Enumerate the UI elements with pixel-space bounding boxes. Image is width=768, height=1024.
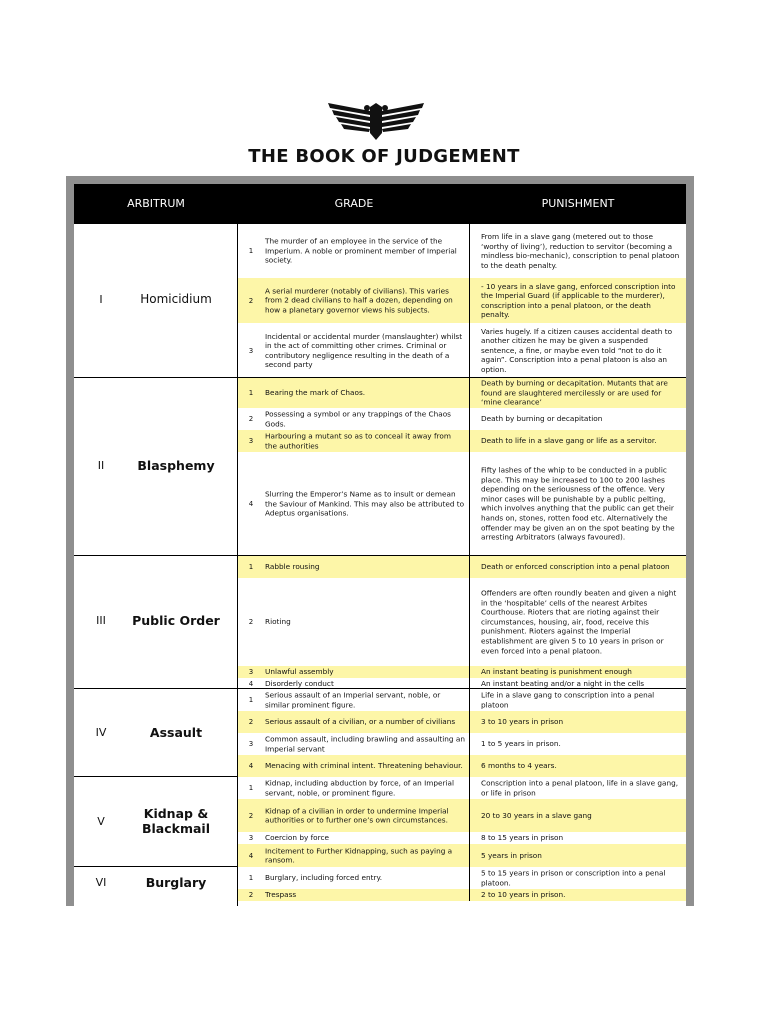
grade-text: Menacing with criminal intent. Threatening behaviour.: [265, 761, 463, 771]
grade-number: 1: [248, 563, 254, 571]
punishment-text: Death or enforced conscription into a penal platoon: [481, 562, 670, 572]
punishment-text: Conscription into a penal platoon, life in a slave gang, or life in prison: [481, 778, 679, 797]
grade-text: Rabble rousing: [265, 562, 320, 572]
grade-text: Disorderly conduct: [265, 678, 334, 688]
punishment-text: An instant beating and/or a night in the cells: [481, 678, 645, 688]
grade-text: Incidental or accidental murder (manslaughter) whilst in the act of committing other crimes. Criminal or contributory negligence resulting in the death of a second party: [265, 331, 463, 370]
grade-text: Common assault, including brawling and assaulting an Imperial servant: [265, 734, 465, 753]
section-title: Blasphemy: [137, 458, 215, 473]
table-body: [74, 184, 686, 906]
grade-number: 4: [248, 851, 254, 860]
punishment-text: 6 months to 4 years.: [481, 761, 557, 771]
section-burglary: [74, 867, 686, 906]
section-numeral: VI: [95, 876, 107, 889]
table-row: [238, 733, 686, 755]
grade-text: Slurring the Emperor’s Name as to insult or demean the Saviour of Mankind. This may also be attributed to Adeptus organisations.: [265, 489, 465, 518]
page-title: THE BOOK OF JUDGEMENT: [248, 146, 520, 167]
punishment-text: An instant beating is punishment enough: [481, 667, 632, 677]
section-numeral: I: [99, 293, 103, 306]
punishment-text: Varies hugely. If a citizen causes accidental death to another citizen he may be given a suspended sentence, a fine, or maybe even told “not to do it again”. Conscription into a penal platoon is also an option.: [481, 326, 673, 374]
grade-text: Rioting: [265, 617, 291, 627]
punishment-text: 1 to 5 years in prison.: [481, 739, 561, 749]
section-title: Kidnap & Blackmail: [142, 806, 210, 836]
grade-number: 3: [248, 668, 254, 676]
table-row: [238, 799, 686, 832]
grade-text: Serious assault of an Imperial servant, noble, or similar prominent figure.: [265, 690, 441, 709]
table-row: [238, 278, 686, 323]
table-row: [238, 689, 686, 711]
section-title: Assault: [149, 725, 203, 740]
section-blasphemy: [74, 378, 686, 556]
punishment-text: - 10 years in a slave gang, enforced conscription into the Imperial Guard (if applicable to the murderer), conscription into a penal platoon, or the death penalty.: [481, 281, 676, 320]
grade-number: 2: [248, 618, 254, 626]
grade-text: Possessing a symbol or any trappings of the Chaos Gods.: [265, 409, 451, 428]
section-public-order: [74, 556, 686, 689]
punishment-text: 3 to 10 years in prison: [481, 717, 564, 727]
grade-number: 4: [248, 500, 254, 508]
section-title: Public Order: [132, 613, 220, 628]
grade-text: Serious assault of a civilian, or a number of civilians: [265, 717, 456, 727]
punishment-text: Death by burning or decapitation: [481, 414, 603, 424]
punishment-text: Fifty lashes of the whip to be conducted in a public place. This may be increased to 100 to 200 lashes depending on the seriousness of the offence. Very minor cases will be punishable by a public pelting, which involves anything that the public can get their hands on, stones, rotten food etc. Alternatively the offender may be given an on the spot beating by the arresting Arbitrators (always favoured).: [481, 465, 675, 542]
table-header: [74, 184, 686, 224]
punishment-text: 8 to 15 years in prison: [481, 833, 564, 843]
grade-text: Coercion by force: [265, 833, 329, 843]
section-numeral: II: [97, 459, 105, 472]
grade-number: 2: [248, 891, 254, 899]
table-row: [238, 755, 686, 777]
imperial-eagle-icon: [326, 99, 426, 141]
punishment-text: Offenders are often roundly beaten and given a night in the ‘hospitable’ cells of the nearest Arbites Courthouse. Rioters that are rioting against their circumstances, housing, air, food, receive this punishment. Rioters against the Imperial establishment are given 5 to 10 years in prison or even forced into a penal platoon.: [481, 588, 677, 655]
table-row: [238, 844, 686, 867]
table-row: [238, 867, 686, 889]
table-row: [238, 408, 686, 430]
table-row: [238, 556, 686, 578]
grade-number: 1: [248, 389, 254, 397]
punishment-text: 5 to 15 years in prison or conscription into a penal platoon.: [481, 868, 666, 887]
table-row: [238, 678, 686, 689]
table-row: [238, 430, 686, 452]
header-arbitrum: ARBITRUM: [127, 197, 185, 210]
grade-number: 4: [248, 679, 254, 688]
punishment-text: From life in a slave gang (metered out to those ‘worthy of living’), reduction to servitor (becoming a mindless bio-mechanic), conscription to penal platoon to the death penalty.: [481, 231, 680, 270]
section-homicidium: [74, 224, 686, 378]
grade-text: Unlawful assembly: [265, 667, 334, 677]
punishment-text: 20 to 30 years in a slave gang: [481, 810, 592, 820]
section-numeral: III: [96, 614, 106, 627]
grade-number: 2: [248, 811, 254, 820]
punishment-text: Life in a slave gang to conscription into a penal platoon: [481, 690, 655, 709]
table-row: [238, 666, 686, 678]
grade-text: The murder of an employee in the service of the Imperium. A noble or prominent member of Imperial society.: [265, 236, 457, 265]
grade-number: 3: [248, 740, 254, 748]
section-title: Homicidium: [140, 292, 212, 306]
grade-text: Kidnap, including abduction by force, of an Imperial servant, noble, or prominent figure.: [265, 778, 454, 797]
punishment-text: 2 to 10 years in prison.: [481, 890, 566, 900]
table-row: [238, 832, 686, 844]
section-numeral: IV: [95, 726, 107, 739]
grade-text: A serial murderer (notably of civilians). This varies from 2 dead civilians to half a dozen, depending on how a planetary governor views his subjects.: [265, 286, 453, 315]
table-row: [238, 224, 686, 278]
grade-number: 2: [248, 415, 254, 423]
section-kidnap-blackmail: [74, 777, 686, 867]
grade-number: 1: [248, 874, 254, 882]
header-punishment: PUNISHMENT: [541, 197, 615, 210]
grade-text: Bearing the mark of Chaos.: [265, 388, 366, 398]
grade-text: Kidnap of a civilian in order to undermine Imperial authorities or to further one’s own circumstances.: [265, 805, 449, 825]
grade-number: 2: [248, 718, 254, 726]
table-row: [238, 711, 686, 733]
grade-number: 1: [248, 696, 254, 704]
section-title: Burglary: [145, 875, 207, 890]
grade-number: 3: [248, 437, 254, 445]
grade-text: Incitement to Further Kidnapping, such as paying a ransom.: [265, 845, 453, 865]
table-row: [238, 777, 686, 799]
grade-number: 2: [248, 296, 254, 305]
grade-number: 1: [248, 247, 254, 255]
punishment-text: Death to life in a slave gang or life as a servitor.: [481, 436, 657, 446]
header-grade: GRADE: [334, 197, 374, 210]
table-row: [238, 452, 686, 556]
table-row: [238, 378, 686, 408]
section-numeral: V: [97, 815, 105, 828]
grade-number: 4: [248, 762, 254, 770]
judgement-table: [66, 176, 694, 906]
grade-text: Trespass: [265, 890, 297, 900]
table-row: [238, 323, 686, 378]
section-assault: [74, 689, 686, 777]
grade-number: 1: [248, 784, 254, 792]
punishment-text: Death by burning or decapitation. Mutants that are found are slaughtered mercilessly or are used for ‘mine clearance’: [481, 378, 668, 407]
table-row: [238, 578, 686, 666]
punishment-text: 5 years in prison: [481, 850, 542, 860]
grade-text: Burglary, including forced entry.: [265, 873, 383, 883]
grade-number: 3: [248, 346, 254, 355]
grade-text: Harbouring a mutant so as to conceal it away from the authorities: [265, 431, 451, 450]
grade-number: 3: [248, 834, 254, 842]
table-row: [238, 889, 686, 901]
